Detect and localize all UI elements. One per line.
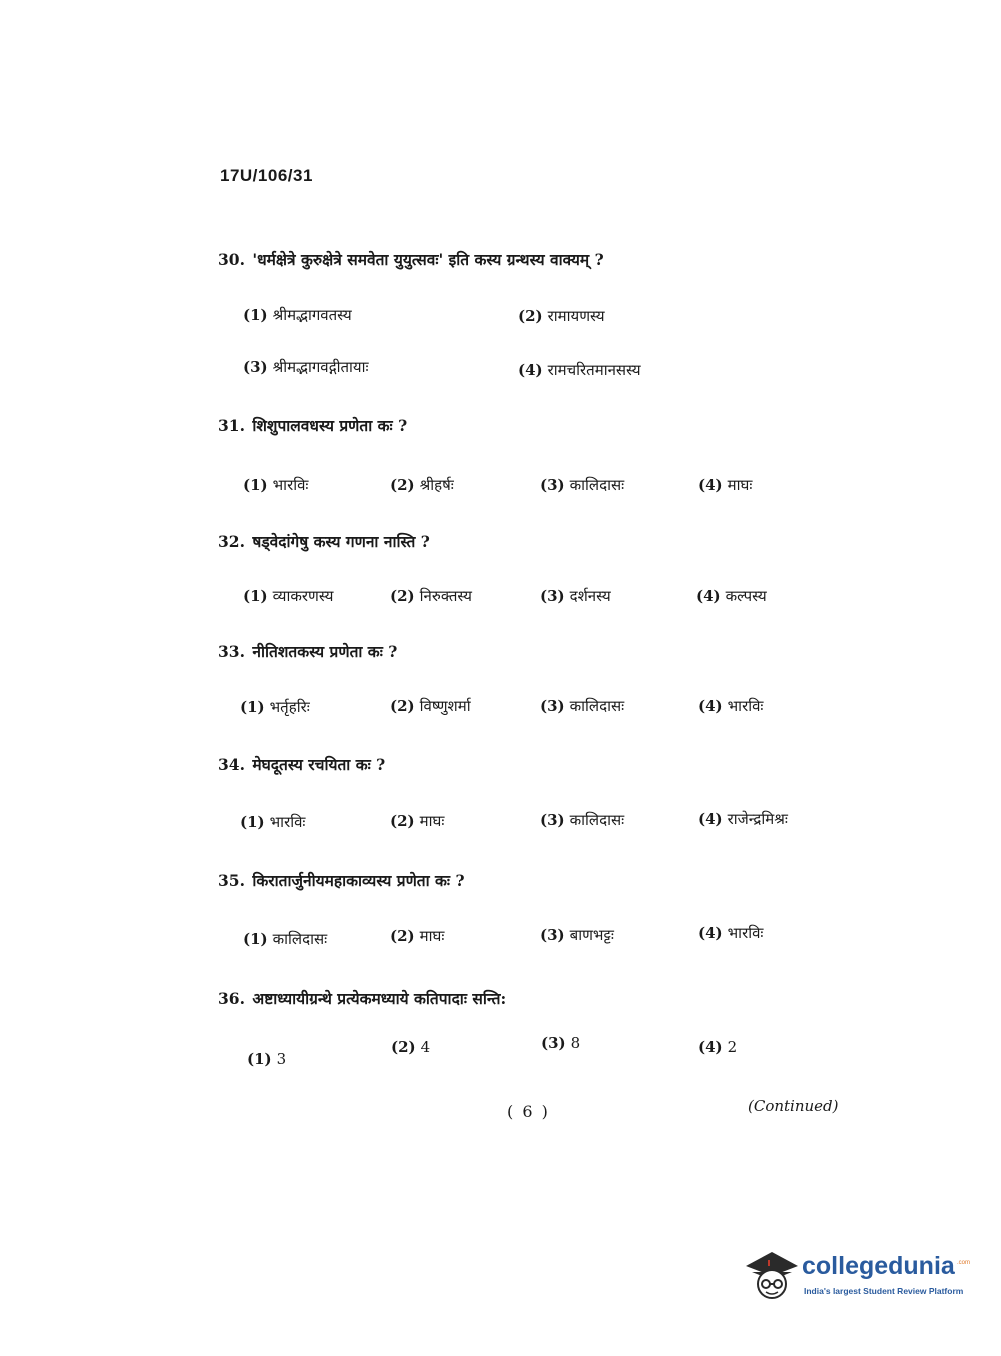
question-text: अष्टाध्यायीग्रन्थे प्रत्येकमध्याये कतिपादाः सन्ति: <box>252 989 507 1008</box>
option-text: माघः <box>419 812 445 830</box>
continued-label: (Continued) <box>748 1097 839 1115</box>
q33-option-2 <box>390 696 471 716</box>
question-number: 32. <box>218 532 245 551</box>
option-number: (1) <box>240 813 265 831</box>
q35-option-3 <box>540 925 614 945</box>
q35-option-1 <box>243 929 327 949</box>
option-number: (2) <box>390 812 415 830</box>
q36-option-1 <box>247 1050 286 1068</box>
option-text: श्रीमद्भागवद्गीतायाः <box>272 358 369 376</box>
question-number: 36. <box>218 989 245 1008</box>
option-text: 3 <box>276 1050 287 1068</box>
option-number: (2) <box>390 927 415 945</box>
option-text: रामचरितमानसस्य <box>547 361 641 379</box>
option-number: (1) <box>243 587 268 605</box>
option-text: कालिदासः <box>569 476 625 494</box>
option-number: (4) <box>696 587 721 605</box>
q34-option-3 <box>540 810 624 830</box>
q33-option-3 <box>540 696 624 716</box>
question-30 <box>218 248 604 270</box>
paper-code: 17U/106/31 <box>220 166 313 185</box>
question-text: शिशुपालवधस्य प्रणेता कः ? <box>252 416 408 435</box>
option-number: (1) <box>243 306 268 324</box>
q31-option-1 <box>243 475 308 495</box>
q34-option-4 <box>698 809 788 829</box>
option-number: (2) <box>518 307 543 325</box>
option-text: माघः <box>727 476 753 494</box>
option-text: भारविः <box>727 924 764 942</box>
question-number: 31. <box>218 416 245 435</box>
option-number: (1) <box>243 930 268 948</box>
option-text: भारविः <box>272 476 309 494</box>
q36-option-2 <box>391 1038 430 1056</box>
question-33 <box>218 640 397 662</box>
q31-option-3 <box>540 475 624 495</box>
q36-option-3 <box>541 1034 580 1052</box>
question-35 <box>218 869 465 891</box>
option-text: 8 <box>570 1034 581 1052</box>
option-number: (3) <box>243 358 268 376</box>
option-text: 2 <box>727 1038 738 1056</box>
option-text: विष्णुशर्मा <box>419 697 471 715</box>
option-text: श्रीमद्भागवतस्य <box>272 306 352 324</box>
brand-name: collegedunia <box>802 1252 955 1280</box>
q31-option-4 <box>698 475 752 495</box>
option-number: (3) <box>540 926 565 944</box>
brand-suffix: .com <box>957 1260 971 1266</box>
option-number: (4) <box>698 697 723 715</box>
q33-option-4 <box>698 696 763 716</box>
option-text: रामायणस्य <box>547 307 605 325</box>
option-number: (3) <box>540 587 565 605</box>
question-number: 35. <box>218 871 245 890</box>
option-text: माघः <box>419 927 445 945</box>
brand-tagline: India's largest Student Review Platform <box>804 1286 964 1296</box>
option-number: (4) <box>698 476 723 494</box>
question-31 <box>218 414 407 436</box>
option-number: (4) <box>518 361 543 379</box>
question-text: किरातार्जुनीयमहाकाव्यस्य प्रणेता कः ? <box>252 871 465 890</box>
q33-option-1 <box>240 697 310 717</box>
option-number: (2) <box>391 1038 416 1056</box>
q30-option-3 <box>243 357 369 377</box>
option-number: (4) <box>698 1038 723 1056</box>
q34-option-1 <box>240 812 305 832</box>
option-number: (3) <box>540 476 565 494</box>
option-text: बाणभट्टः <box>569 926 614 944</box>
q35-option-2 <box>390 926 444 946</box>
q36-option-4 <box>698 1038 737 1056</box>
page-number: ( 6 ) <box>507 1102 550 1121</box>
question-text: मेघदूतस्य रचयिता कः ? <box>252 755 386 774</box>
q32-option-4 <box>696 586 767 606</box>
option-text: राजेन्द्रमिश्रः <box>727 810 788 828</box>
option-text: कालिदासः <box>272 930 328 948</box>
question-34 <box>218 753 385 775</box>
option-number: (4) <box>698 924 723 942</box>
option-text: कल्पस्य <box>725 587 767 605</box>
q31-option-2 <box>390 475 454 495</box>
q30-option-4 <box>518 360 641 380</box>
q35-option-4 <box>698 923 763 943</box>
option-number: (3) <box>540 811 565 829</box>
option-text: कालिदासः <box>569 697 625 715</box>
option-text: भारविः <box>269 813 306 831</box>
question-text: नीतिशतकस्य प्रणेता कः ? <box>252 642 398 661</box>
question-text: 'धर्मक्षेत्रे कुरुक्षेत्रे समवेता युयुत्सवः' इति कस्य ग्रन्थस्य वाक्यम् ? <box>252 250 604 269</box>
option-text: कालिदासः <box>569 811 625 829</box>
option-number: (3) <box>541 1034 566 1052</box>
q32-option-2 <box>390 586 472 606</box>
option-number: (1) <box>243 476 268 494</box>
question-number: 33. <box>218 642 245 661</box>
option-number: (2) <box>390 697 415 715</box>
option-text: निरुक्तस्य <box>419 587 472 605</box>
option-text: 4 <box>420 1038 431 1056</box>
q32-option-1 <box>243 586 333 606</box>
option-text: दर्शनस्य <box>569 587 611 605</box>
q34-option-2 <box>390 811 444 831</box>
option-text: भारविः <box>727 697 764 715</box>
question-32 <box>218 530 430 552</box>
option-text: श्रीहर्षः <box>419 476 454 494</box>
option-text: भर्तृहरिः <box>269 698 310 716</box>
option-number: (4) <box>698 810 723 828</box>
option-text: व्याकरणस्य <box>272 587 334 605</box>
question-text: षड्वेदांगेषु कस्य गणना नास्ति ? <box>252 532 430 551</box>
question-number: 34. <box>218 755 245 774</box>
mascot-logo-icon <box>742 1246 802 1316</box>
option-number: (2) <box>390 476 415 494</box>
option-number: (1) <box>240 698 265 716</box>
option-number: (1) <box>247 1050 272 1068</box>
question-36 <box>218 987 506 1009</box>
question-number: 30. <box>218 250 245 269</box>
collegedunia-watermark <box>742 1246 972 1316</box>
option-number: (3) <box>540 697 565 715</box>
q32-option-3 <box>540 586 611 606</box>
q30-option-2 <box>518 306 605 326</box>
option-number: (2) <box>390 587 415 605</box>
q30-option-1 <box>243 305 352 325</box>
